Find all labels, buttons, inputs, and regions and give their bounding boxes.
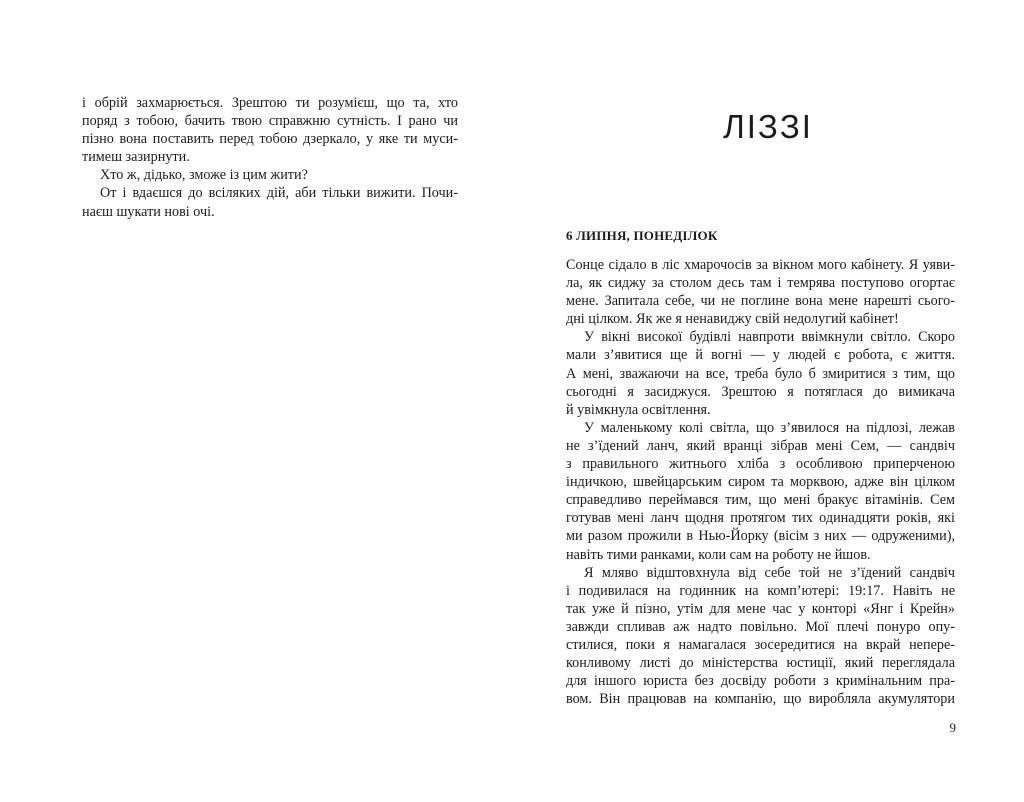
text-line: навіть тими ранками, коли сам на роботу не йшов.: [566, 546, 871, 563]
text-line: стилися, поки я намагалася зосередитися на вкрай непере-: [566, 636, 955, 653]
text-line: дні цілком. Як же я ненавиджу свій недолугий кабінет!: [566, 311, 899, 328]
text-line: й увімкнула освітлення.: [566, 401, 711, 418]
text-line: наєш шукати нові очі.: [82, 203, 215, 220]
chapter-title: ЛІЗЗІ: [723, 108, 813, 145]
paragraph: [82, 184, 458, 220]
text-line: У вікні високої будівлі навпроти ввімкнули світло. Скоро: [584, 329, 955, 346]
text-line: для іншого юриста без досвіду роботи з кримінальним пра-: [566, 673, 955, 690]
text-line: А мені, зважаючи на все, треба було б змиритися з тим, що: [566, 365, 955, 382]
text-line: Я мляво відштовхнула від себе той не з’їдений сандвіч: [584, 564, 955, 581]
text-line: тимеш зазирнути.: [82, 149, 190, 166]
text-line: ми разом прожили в Нью-Йорку (вісім з них — одруженими),: [566, 528, 955, 545]
text-line: Сонце сідало в ліс хмарочосів за вікном мого кабінету. Я уяви-: [566, 257, 955, 273]
text-line: поряд з тобою, бачить твою справжню сутність. І рано чи: [82, 113, 458, 130]
paragraph: [566, 256, 955, 328]
right-page: [512, 0, 1024, 802]
text-line: справедливо переймався тим, що мені бракує вітамінів. Сем: [566, 492, 955, 509]
text-line: і подивилася на годинник на комп’ютері: 19:17. Навіть не: [566, 582, 955, 599]
paragraph: [566, 419, 955, 564]
paragraph: [82, 166, 458, 184]
text-line: ла, як сиджу за столом десь там і темрява поступово огортає: [566, 275, 955, 292]
text-line: вом. Він працював на компанію, що виробляла акумулятори: [566, 691, 955, 708]
text-line: конливому листі до міністерства юстиції, який переглядала: [566, 655, 955, 672]
right-page-text: [566, 256, 955, 708]
text-line: У маленькому колі світла, що з’явилося на підлозі, лежав: [584, 419, 955, 436]
text-line: мене. Запитала себе, чи не поглине вона мене нарешті сього-: [566, 293, 955, 310]
text-line: От і вдаєшся до всіляких дій, аби тільки вижити. Почи-: [100, 185, 458, 202]
text-line: завжди спливав аж надто повільно. Мої плечі понуро опу-: [566, 618, 955, 635]
text-line: мали з’явитися ще й вогні — у людей є робота, є життя.: [566, 347, 955, 364]
paragraph: [566, 328, 955, 418]
text-line: сьогодні я засиджуся. Зрештою я потяглася до вимикача: [566, 383, 955, 400]
text-line: готував мені ланч щодня протягом тих одинадцяти років, які: [566, 510, 955, 527]
text-line: Хто ж, дідько, зможе із цим жити?: [100, 167, 308, 184]
date-heading: 6 ЛИПНЯ, ПОНЕДІЛОК: [566, 228, 718, 243]
text-line: з правильного житнього хліба з особливою приперченою: [566, 456, 955, 473]
paragraph: [82, 94, 458, 166]
text-line: не з’їдений ланч, який вранці зібрав мені Сем, — сандвіч: [566, 437, 955, 454]
paragraph: [566, 564, 955, 709]
page-number: 9: [949, 720, 956, 735]
text-line: і обрій захмарюється. Зрештою ти розумієш, що та, хто: [82, 95, 458, 111]
text-line: індичкою, швейцарським сиром та морквою, адже він цілком: [566, 474, 955, 491]
text-line: пізно вона поставить перед тобою дзеркало, у яке ти муси-: [82, 131, 458, 148]
text-line: так уже й пізно, утім для мене час у конторі «Янг і Крейн»: [566, 600, 955, 617]
left-page-text: [82, 94, 458, 221]
